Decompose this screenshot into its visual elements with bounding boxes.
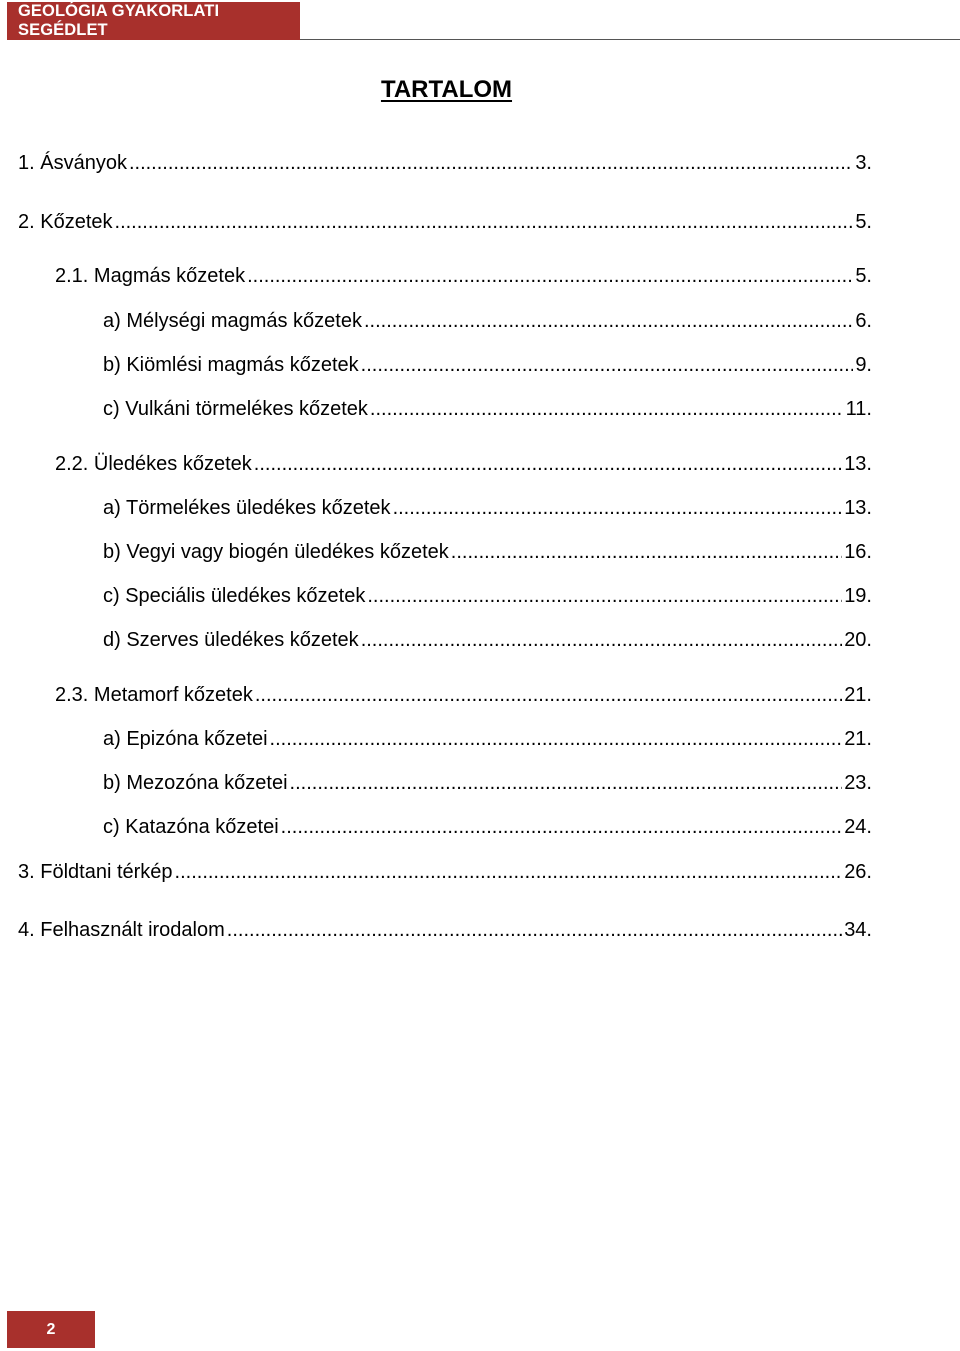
- toc-entry-metamorf-kozetek[interactable]: [55, 683, 872, 707]
- toc-entry-label: 2.1. Magmás kőzetek: [55, 265, 246, 287]
- header-title: GEOLÓGIA GYAKORLATI SEGÉDLET: [7, 2, 300, 40]
- toc-dot-leader: [393, 496, 843, 520]
- toc-entry-page: 13.: [844, 497, 872, 519]
- toc-entry-label: b) Mezozóna kőzetei: [103, 772, 288, 794]
- toc-entry-page: 6.: [855, 310, 872, 332]
- toc-dot-leader: [361, 353, 854, 377]
- toc-entry-mezozona[interactable]: [103, 771, 872, 795]
- toc-dot-leader: [175, 860, 843, 884]
- toc-entry-page: 16.: [844, 541, 872, 563]
- page-title-text: TARTALOM: [380, 76, 513, 103]
- toc-entry-label: d) Szerves üledékes kőzetek: [103, 629, 359, 651]
- toc-entry-page: 26.: [844, 861, 872, 883]
- toc-dot-leader: [247, 264, 853, 288]
- toc-dot-leader: [227, 918, 842, 942]
- toc-entry-specialis[interactable]: [103, 584, 872, 608]
- page-number: 2: [7, 1311, 95, 1348]
- toc-dot-leader: [290, 771, 843, 795]
- toc-dot-leader: [115, 210, 854, 234]
- toc-entry-vulkani[interactable]: [103, 397, 872, 421]
- toc-entry-label: c) Speciális üledékes kőzetek: [103, 585, 366, 607]
- toc-entry-page: 24.: [844, 816, 872, 838]
- toc-entry-label: 2.3. Metamorf kőzetek: [55, 684, 253, 706]
- toc-entry-page: 13.: [844, 453, 872, 475]
- toc-entry-katazona[interactable]: [103, 815, 872, 839]
- toc-entry-page: 23.: [844, 772, 872, 794]
- toc-dot-leader: [255, 683, 842, 707]
- toc-entry-page: 19.: [844, 585, 872, 607]
- toc-entry-tormelekes[interactable]: [103, 496, 872, 520]
- toc-entry-szerves[interactable]: [103, 628, 872, 652]
- toc-entry-label: b) Vegyi vagy biogén üledékes kőzetek: [103, 541, 449, 563]
- toc-entry-label: 3. Földtani térkép: [18, 861, 173, 883]
- toc-entry-page: 5.: [855, 265, 872, 287]
- toc-dot-leader: [281, 815, 843, 839]
- toc-entry-asvanyok[interactable]: [18, 151, 872, 175]
- toc-entry-page: 20.: [844, 629, 872, 651]
- toc-dot-leader: [361, 628, 843, 652]
- toc-entry-page: 34.: [844, 919, 872, 941]
- toc-dot-leader: [129, 151, 853, 175]
- toc-entry-label: 1. Ásványok: [18, 152, 127, 174]
- toc-entry-label: b) Kiömlési magmás kőzetek: [103, 354, 359, 376]
- toc-entry-page: 9.: [855, 354, 872, 376]
- toc-entry-label: a) Mélységi magmás kőzetek: [103, 310, 362, 332]
- toc-dot-leader: [451, 540, 842, 564]
- toc-entry-uledekes-kozetek[interactable]: [55, 452, 872, 476]
- toc-entry-magmas-kozetek[interactable]: [55, 264, 872, 288]
- toc-entry-kiomlesi[interactable]: [103, 353, 872, 377]
- toc-entry-page: 11.: [845, 398, 872, 420]
- toc-entry-page: 21.: [844, 684, 872, 706]
- page-title: [0, 76, 893, 104]
- toc-dot-leader: [364, 309, 853, 333]
- toc-entry-label: a) Törmelékes üledékes kőzetek: [103, 497, 391, 519]
- toc-entry-foldtani-terkep[interactable]: [18, 860, 872, 884]
- toc-dot-leader: [254, 452, 842, 476]
- toc-entry-vegyi-biogen[interactable]: [103, 540, 872, 564]
- toc-entry-label: 2. Kőzetek: [18, 211, 113, 233]
- toc-entry-label: 2.2. Üledékes kőzetek: [55, 453, 252, 475]
- toc-dot-leader: [270, 727, 843, 751]
- toc-entry-page: 5.: [855, 211, 872, 233]
- toc-entry-kozetek[interactable]: [18, 210, 872, 234]
- toc-entry-label: 4. Felhasznált irodalom: [18, 919, 225, 941]
- toc-dot-leader: [370, 397, 844, 421]
- toc-entry-irodalom[interactable]: [18, 918, 872, 942]
- toc-entry-epizona[interactable]: [103, 727, 872, 751]
- toc-entry-page: 3.: [855, 152, 872, 174]
- header-divider: [300, 39, 960, 40]
- toc-entry-label: c) Katazóna kőzetei: [103, 816, 279, 838]
- toc-entry-page: 21.: [844, 728, 872, 750]
- toc-entry-label: a) Epizóna kőzetei: [103, 728, 268, 750]
- toc-entry-melysegi[interactable]: [103, 309, 872, 333]
- toc-dot-leader: [367, 584, 842, 608]
- toc-entry-label: c) Vulkáni törmelékes kőzetek: [103, 398, 368, 420]
